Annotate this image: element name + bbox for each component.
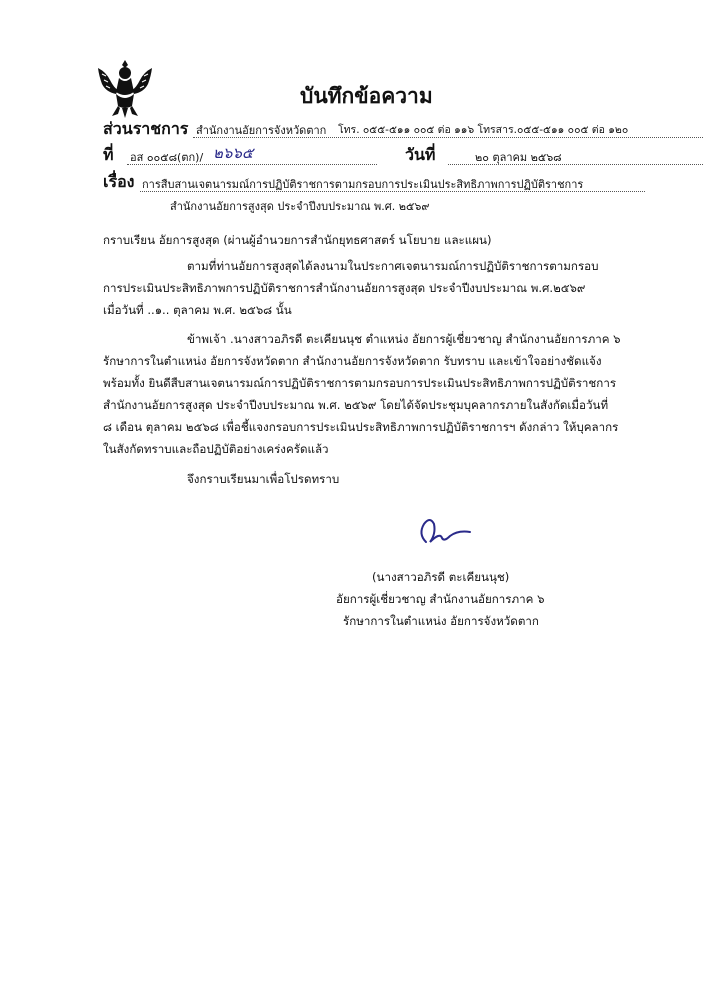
department-dotline xyxy=(193,137,703,138)
signer-name: (นางสาวอภิรดี ตะเคียนนุช) xyxy=(372,570,510,584)
garuda-emblem-icon xyxy=(96,58,154,120)
subject-line-1: การสืบสานเจตนารมณ์การปฏิบัติราชการตามกรอบการประเมินประสิทธิภาพการปฏิบัติราชการ xyxy=(142,178,584,191)
ref-dotline xyxy=(127,164,377,165)
handwritten-signature xyxy=(412,512,474,554)
subject-line-2: สำนักงานอัยการสูงสุด ประจำปีงบประมาณ พ.ศ. ๒๕๖๙ xyxy=(170,200,430,213)
ref-handwritten-number: ๒๖๖๕ xyxy=(213,144,254,162)
closing-line: จึงกราบเรียนมาเพื่อโปรดทราบ xyxy=(187,472,340,486)
paragraph-2-line-5: ๘ เดือน ตุลาคม ๒๕๖๘ เพื่อชี้แจงกรอบการประเมินประสิทธิภาพการปฏิบัติราชการฯ ดังกล่าว ให้บุคลากร xyxy=(103,420,619,434)
signer-title-2: รักษาการในตำแหน่ง อัยการจังหวัดตาก xyxy=(343,614,539,628)
ref-label: ที่ xyxy=(103,145,114,164)
date-dotline xyxy=(448,164,703,165)
department-value: สำนักงานอัยการจังหวัดตาก xyxy=(196,124,327,137)
paragraph-2-line-4: สำนักงานอัยการสูงสุด ประจำปีงบประมาณ พ.ศ. ๒๕๖๙ โดยได้จัดประชุมบุคลากรภายในสังกัดเมื่อวันที่ xyxy=(103,398,609,412)
salutation: กราบเรียน อัยการสูงสุด (ผ่านผู้อำนวยการสำนักยุทธศาสตร์ นโยบาย และแผน) xyxy=(103,233,492,247)
ref-value: อส ๐๐๕๘(ตก)/ xyxy=(130,151,204,164)
department-label: ส่วนราชการ xyxy=(103,119,189,138)
date-label: วันที่ xyxy=(405,145,436,164)
paragraph-2-line-3: พร้อมทั้ง ยินดีสืบสานเจตนารมณ์การปฏิบัติราชการตามกรอบการประเมินประสิทธิภาพการปฏิบัติราชการ xyxy=(103,376,617,390)
paragraph-2-line-6: ในสังกัดทราบและถือปฏิบัติอย่างเคร่งครัดแล้ว xyxy=(103,442,329,456)
department-phone: โทร. ๐๕๕-๕๑๑ ๐๐๕ ต่อ ๑๑๖ โทรสาร.๐๕๕-๕๑๑ ๐๐๕ ต่อ ๑๒๐ xyxy=(338,124,629,136)
date-value: ๒๐ ตุลาคม ๒๕๖๘ xyxy=(475,151,562,164)
paragraph-1-line-3: เมื่อวันที่ ..๑.. ตุลาคม พ.ศ. ๒๕๖๘ นั้น xyxy=(103,303,292,317)
subject-label: เรื่อง xyxy=(103,172,135,191)
paragraph-2-line-2: รักษาการในตำแหน่ง อัยการจังหวัดตาก สำนักงานอัยการจังหวัดตาก รับทราบ และเข้าใจอย่างชัดแจ้ง xyxy=(103,354,602,368)
signer-title-1: อัยการผู้เชี่ยวชาญ สำนักงานอัยการภาค ๖ xyxy=(336,592,545,606)
subject-dotline xyxy=(140,191,645,192)
memo-title: บันทึกข้อความ xyxy=(300,84,433,108)
paragraph-1-line-1: ตามที่ท่านอัยการสูงสุดได้ลงนามในประกาศเจตนารมณ์การปฏิบัติราชการตามกรอบ xyxy=(187,259,599,273)
paragraph-2-line-1: ข้าพเจ้า .นางสาวอภิรดี ตะเคียนนุช ตำแหน่ง อัยการผู้เชี่ยวชาญ สำนักงานอัยการภาค ๖ xyxy=(187,332,621,346)
paragraph-1-line-2: การประเมินประสิทธิภาพการปฏิบัติราชการสำนักงานอัยการสูงสุด ประจำปีงบประมาณ พ.ศ.๒๕๖๙ xyxy=(103,281,586,295)
